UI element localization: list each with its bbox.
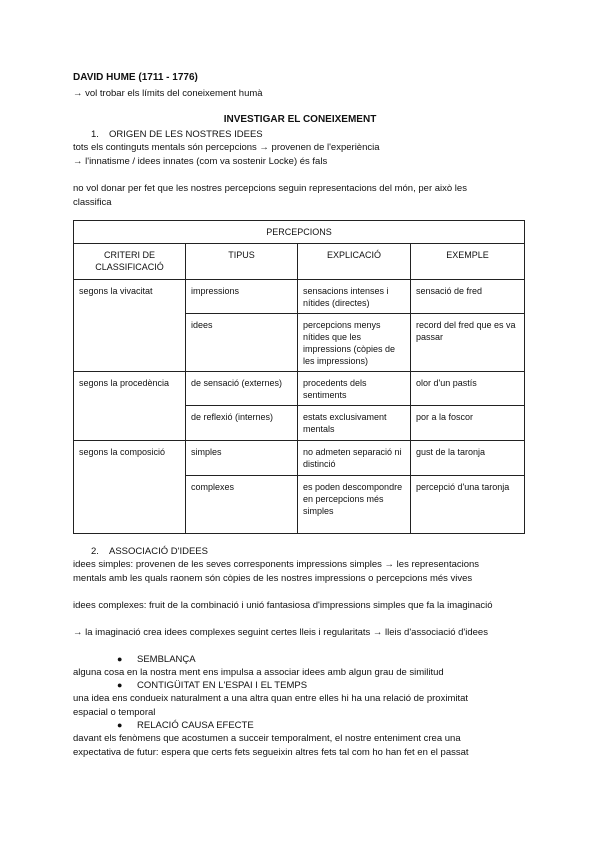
table-header: EXPLICACIÓ xyxy=(298,244,411,280)
table-header: CRITERI DE CLASSIFICACIÓ xyxy=(74,244,186,280)
table-row xyxy=(74,280,525,314)
bullet-heading: SEMBLANÇA xyxy=(137,654,196,665)
type-cell: impressions xyxy=(186,280,298,314)
explanation-cell: percepcions menys nítides que les impressions (còpies de les impressions) xyxy=(298,314,411,372)
bullet-text: una idea ens condueix naturalment a una altra quan entre elles hi ha una relació de proximitat xyxy=(73,693,469,704)
perceptions-table xyxy=(73,220,525,534)
explanation-cell: estats exclusivament mentals xyxy=(298,406,411,441)
bullet-heading: CONTIGÜITAT EN L'ESPAI I EL TEMPS xyxy=(137,680,308,691)
page-title: INVESTIGAR EL CONEIXEMENT xyxy=(223,114,377,125)
section1-line: → l'innatisme / idees innates (com va sostenir Locke) és fals xyxy=(73,156,328,167)
explanation-cell: sensacions intenses i nítides (directes) xyxy=(298,280,411,314)
type-cell: de reflexió (internes) xyxy=(186,406,298,441)
explanation-cell: es poden descompondre en percepcions més simples xyxy=(298,476,411,534)
section1-line: tots els continguts mentals són percepcions → provenen de l'experiència xyxy=(73,142,380,153)
bullet-text: alguna cosa en la nostra ment ens impulsa a associar idees amb algun grau de similitud xyxy=(73,667,444,678)
author-heading: DAVID HUME (1711 - 1776) xyxy=(73,72,198,83)
imagination-line: → la imaginació crea idees complexes seguint certes lleis i regularitats → lleis d'associació d'idees xyxy=(73,627,488,638)
bullet-text: davant els fenòmens que acostumen a succeir temporalment, el nostre enteniment crea una xyxy=(73,733,461,744)
subtitle: → vol trobar els límits del coneixement humà xyxy=(73,88,263,99)
example-cell: gust de la taronja xyxy=(411,441,525,476)
table-header: EXEMPLE xyxy=(411,244,525,280)
simple-ideas-line: idees simples: provenen de les seves corresponents impressions simples → les representacions xyxy=(73,559,480,570)
section1-heading: ORIGEN DE LES NOSTRES IDEES xyxy=(109,129,263,140)
section1-paragraph: classifica xyxy=(73,197,112,208)
table-row xyxy=(74,372,525,406)
bullet-dot-icon: ● xyxy=(117,720,123,730)
explanation-cell: procedents dels sentiments xyxy=(298,372,411,406)
section2-number: 2. xyxy=(91,546,99,557)
bullet-dot-icon: ● xyxy=(117,654,123,664)
simple-ideas-line: mentals amb les quals raonem són còpies de les nostres impressions o percepcions més vives xyxy=(73,573,473,584)
table-title: PERCEPCIONS xyxy=(74,221,525,244)
example-cell: sensació de fred xyxy=(411,280,525,314)
type-cell: de sensació (externes) xyxy=(186,372,298,406)
example-cell: por a la foscor xyxy=(411,406,525,441)
bullet-text: expectativa de futur: espera que certs fets segueixin altres fets tal com ho han fet en el passat xyxy=(73,747,469,758)
bullet-heading: RELACIÓ CAUSA EFECTE xyxy=(137,720,254,731)
type-cell: simples xyxy=(186,441,298,476)
section1-paragraph: no vol donar per fet que les nostres percepcions seguin representacions del món, per això les xyxy=(73,183,467,194)
section2-heading: ASSOCIACIÓ D'IDEES xyxy=(109,546,208,557)
section1-number: 1. xyxy=(91,129,99,140)
example-cell: percepció d'una taronja xyxy=(411,476,525,534)
table-row xyxy=(74,441,525,476)
criterion-cell: segons la procedència xyxy=(74,372,186,441)
complex-ideas-line: idees complexes: fruit de la combinació i unió fantasiosa d'impressions simples que fa la imaginació xyxy=(73,600,493,611)
example-cell: record del fred que es va passar xyxy=(411,314,525,372)
bullet-text: espacial o temporal xyxy=(73,707,156,718)
explanation-cell: no admeten separació ni distinció xyxy=(298,441,411,476)
type-cell: complexes xyxy=(186,476,298,534)
criterion-cell: segons la composició xyxy=(74,441,186,534)
example-cell: olor d'un pastís xyxy=(411,372,525,406)
criterion-cell: segons la vivacitat xyxy=(74,280,186,372)
type-cell: idees xyxy=(186,314,298,372)
bullet-dot-icon: ● xyxy=(117,680,123,690)
table-header: TIPUS xyxy=(186,244,298,280)
